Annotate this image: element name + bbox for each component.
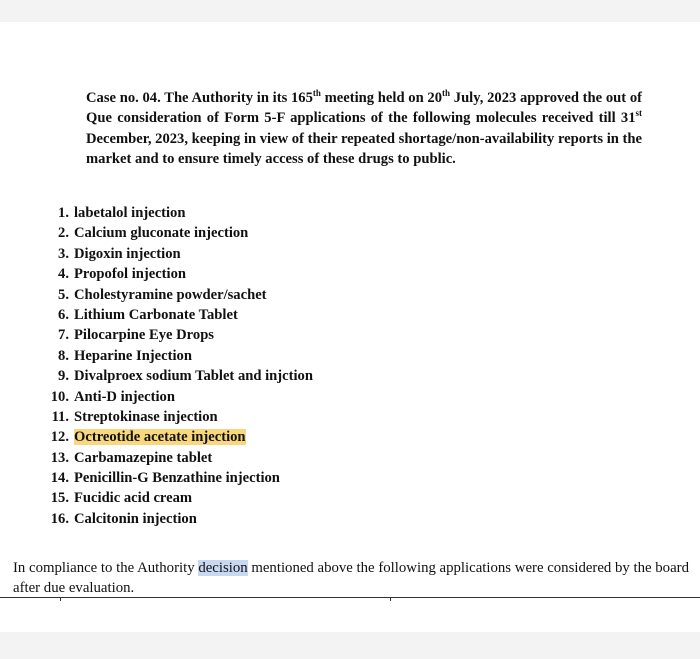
superscript-th-1: th	[312, 88, 321, 99]
case-text-2: meeting held on 20	[320, 90, 443, 106]
list-item: 13. Carbamazepine tablet	[50, 449, 213, 466]
list-item: 10. Anti-D injection	[50, 388, 175, 405]
list-item: 11. Streptokinase injection	[51, 408, 218, 425]
list-item: 2. Calcium gluconate injection	[58, 225, 249, 242]
yellow-highlight: Octreotide acetate injection	[74, 429, 246, 446]
case-text-4: December, 2023, keeping in view of their repeated shortage/non-availability reports in the market and to ensure timely access of these drugs to public.	[86, 130, 643, 167]
selected-word-decision[interactable]: decision	[198, 560, 248, 576]
case-paragraph	[86, 88, 642, 169]
superscript-st: st	[635, 108, 642, 119]
list-item: 4. Propofol injection	[58, 266, 187, 283]
superscript-th-2: th	[442, 88, 451, 99]
list-item: 5. Cholestyramine powder/sachet	[58, 286, 267, 303]
top-margin-band	[0, 0, 700, 22]
bottom-margin-band	[0, 632, 700, 659]
case-text-3: July, 2023 approved the out of Que consideration of Form 5-F applications of the following molecules received till 31	[86, 90, 642, 127]
case-text-1: Case no. 04. The Authority in its 165	[86, 90, 313, 106]
rule-tick-right	[390, 597, 391, 601]
list-item: 14. Penicillin-G Benzathine injection	[50, 470, 280, 487]
list-item: 7. Pilocarpine Eye Drops	[58, 327, 214, 344]
list-item: 9. Divalproex sodium Tablet and injction	[58, 368, 313, 385]
list-item: 16. Calcitonin injection	[50, 510, 197, 527]
list-item: 1. labetalol injection	[58, 205, 186, 221]
list-item: 8. Heparine Injection	[58, 347, 192, 364]
list-item-highlighted: 12. Octreotide acetate injection	[50, 429, 246, 446]
list-item: 3. Digoxin injection	[58, 245, 181, 262]
bottom-rule	[0, 597, 700, 598]
drug-list	[38, 203, 313, 529]
list-item: 15. Fucidic acid cream	[50, 490, 193, 507]
list-item: 6. Lithium Carbonate Tablet	[58, 306, 238, 323]
compliance-paragraph: In compliance to the Authority decision mentioned above the following applications were considered by the board after due evaluation.	[13, 560, 689, 596]
rule-tick-left	[60, 597, 61, 601]
